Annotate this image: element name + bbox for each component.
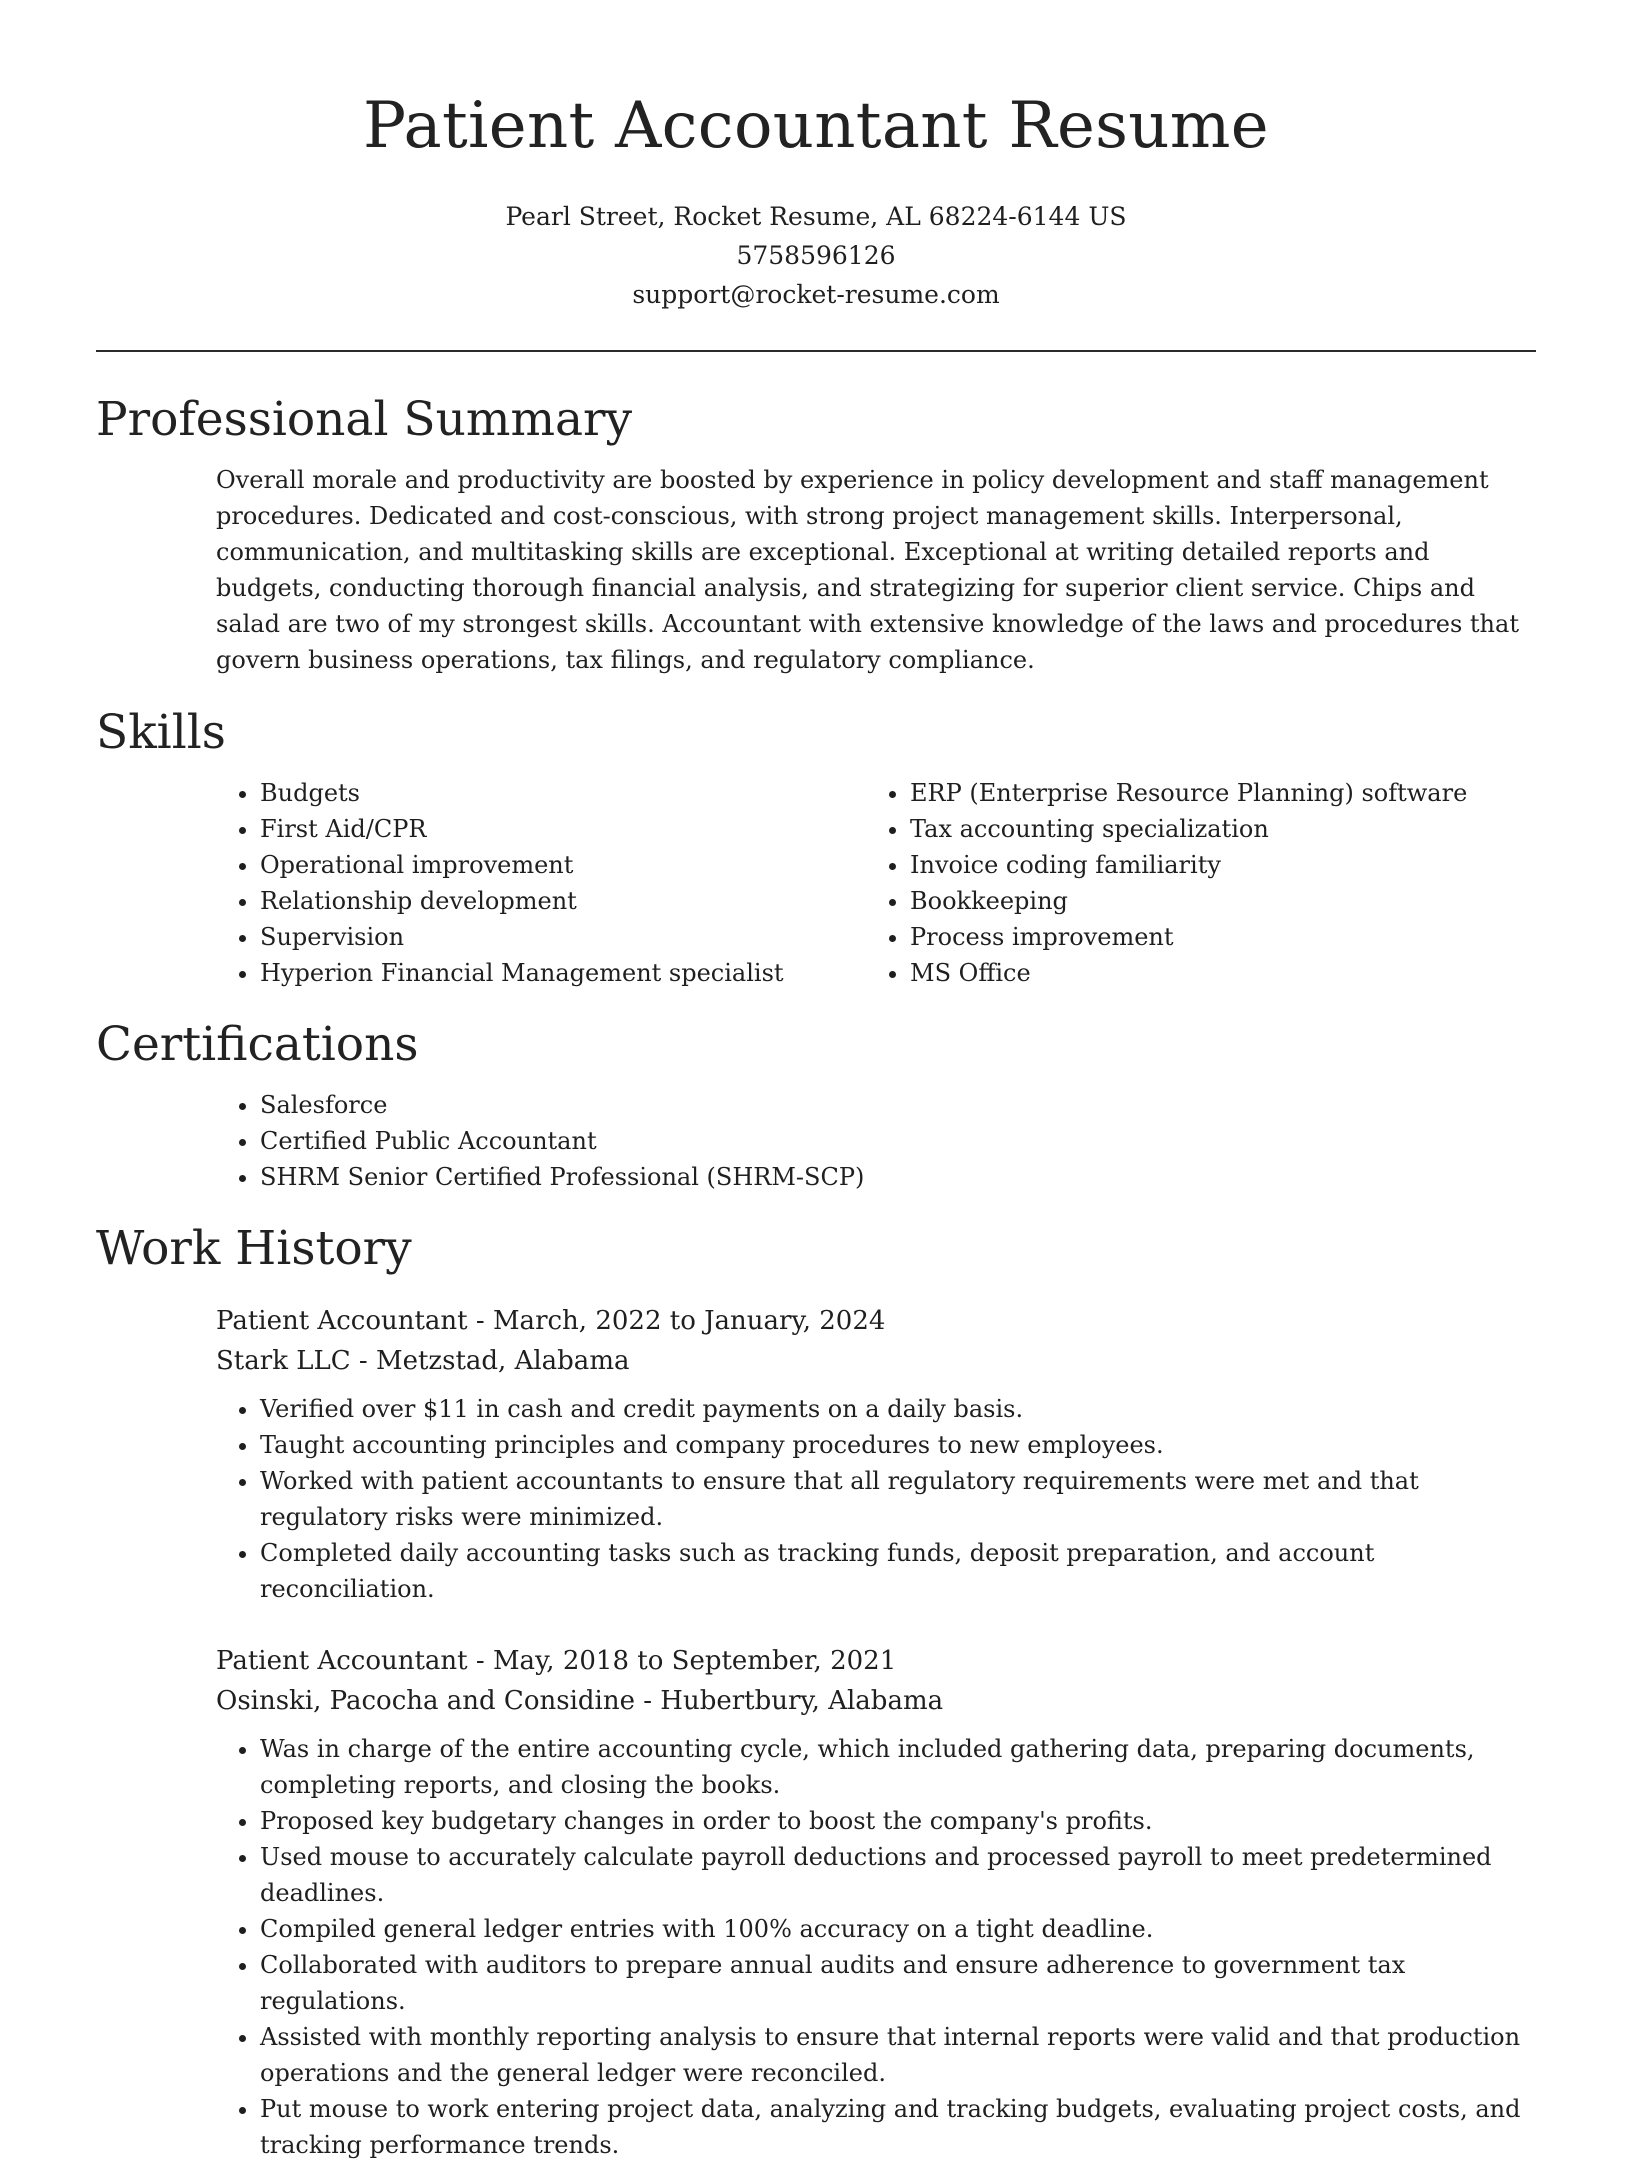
contact-phone: 5758596126	[736, 241, 896, 270]
skills-list-right	[866, 775, 1467, 991]
skill-item: • Relationship development	[260, 883, 866, 919]
job-title-line	[216, 1301, 1536, 1341]
skill-item: • First Aid/CPR	[260, 811, 866, 847]
contact-address: Pearl Street, Rocket Resume, AL 68224-6144 US	[505, 202, 1127, 231]
job-title: Patient Accountant	[216, 1306, 468, 1336]
job-location: - Metzstad, Alabama	[350, 1346, 630, 1376]
skill-item: • ERP (Enterprise Resource Planning) software	[910, 775, 1467, 811]
skill-item: • Budgets	[260, 775, 866, 811]
job-title: Patient Accountant	[216, 1646, 468, 1676]
job-bullet: • Proposed key budgetary changes in order to boost the company's profits.	[260, 1803, 1536, 1839]
job-bullet: • Worked with patient accountants to ensure that all regulatory requirements were met and that regulatory risks were minimized.	[260, 1463, 1536, 1535]
job-bullet: • Collaborated with auditors to prepare annual audits and ensure adherence to government tax regulations.	[260, 1947, 1536, 2019]
skill-item: • Operational improvement	[260, 847, 866, 883]
job-bullet: • Was in charge of the entire accounting cycle, which included gathering data, preparing documents, completing reports, and closing the books.	[260, 1731, 1536, 1803]
job-bullet: • Assisted with monthly reporting analysis to ensure that internal reports were valid and that production operations and the general ledger were reconciled.	[260, 2019, 1536, 2091]
job-entry	[216, 1301, 1536, 1607]
contact-email: support@rocket-resume.com	[632, 280, 1000, 309]
skill-item: • Bookkeeping	[910, 883, 1467, 919]
job-company: Osinski, Pacocha and Considine	[216, 1686, 635, 1716]
job-bullets	[216, 1731, 1536, 2163]
skill-item: • Invoice coding familiarity	[910, 847, 1467, 883]
skill-item: • Supervision	[260, 919, 866, 955]
certifications-heading: Certifications	[96, 1017, 419, 1072]
certifications-list-wrap	[216, 1087, 1536, 1195]
job-dates: - March, 2022 to January, 2024	[467, 1306, 886, 1336]
job-entry	[216, 1641, 1536, 2163]
summary-text: Overall morale and productivity are boosted by experience in policy development and staff management procedures. Dedicated and cost-conscious, with strong project management skills. Interpersonal, communication, and multitasking skills are exceptional. Exceptional at writing detailed reports and budgets, conducting thorough financial analysis, and strategizing for superior client service. Chips and salad are two of my strongest skills. Accountant with extensive knowledge of the laws and procedures that govern business operations, tax filings, and regulatory compliance.	[216, 466, 1519, 674]
certification-item: • Certified Public Accountant	[260, 1123, 1536, 1159]
summary-section	[96, 390, 1536, 678]
job-company-line	[216, 1341, 1536, 1381]
contact-block	[96, 197, 1536, 314]
skills-section	[96, 703, 1536, 991]
job-bullet: • Taught accounting principles and company procedures to new employees.	[260, 1427, 1536, 1463]
job-location: - Hubertbury, Alabama	[634, 1686, 944, 1716]
job-bullet: • Completed daily accounting tasks such as tracking funds, deposit preparation, and account reconciliation.	[260, 1535, 1536, 1607]
job-bullet: • Put mouse to work entering project data, analyzing and tracking budgets, evaluating project costs, and tracking performance trends.	[260, 2091, 1536, 2163]
skill-item: • Hyperion Financial Management specialist	[260, 955, 866, 991]
certification-item: • SHRM Senior Certified Professional (SHRM-SCP)	[260, 1159, 1536, 1195]
work-history-heading: Work History	[96, 1221, 412, 1276]
skills-column-left	[216, 775, 866, 991]
skills-heading: Skills	[96, 705, 226, 760]
skill-item: • MS Office	[910, 955, 1467, 991]
job-dates: - May, 2018 to September, 2021	[467, 1646, 897, 1676]
job-bullets-wrap	[216, 1391, 1536, 1607]
skills-column-right	[866, 775, 1467, 991]
resume-title: Patient Accountant Resume	[363, 89, 1269, 163]
job-bullets-wrap	[216, 1731, 1536, 2163]
certification-item: • Salesforce	[260, 1087, 1536, 1123]
skills-columns	[216, 775, 1536, 991]
job-bullets	[216, 1391, 1536, 1607]
skill-item: • Tax accounting specialization	[910, 811, 1467, 847]
job-bullet: • Used mouse to accurately calculate payroll deductions and processed payroll to meet predetermined deadlines.	[260, 1839, 1536, 1911]
certifications-section	[96, 1015, 1536, 1195]
job-bullet: • Compiled general ledger entries with 100% accuracy on a tight deadline.	[260, 1911, 1536, 1947]
skills-list-left	[216, 775, 866, 991]
work-history-section	[96, 1219, 1536, 2163]
certifications-list	[216, 1087, 1536, 1195]
skill-item: • Process improvement	[910, 919, 1467, 955]
job-company: Stark LLC	[216, 1346, 351, 1376]
job-title-line	[216, 1641, 1536, 1681]
summary-heading: Professional Summary	[96, 392, 633, 447]
job-company-line	[216, 1681, 1536, 1721]
job-bullet: • Verified over $11 in cash and credit payments on a daily basis.	[260, 1391, 1536, 1427]
header-divider	[96, 350, 1536, 352]
